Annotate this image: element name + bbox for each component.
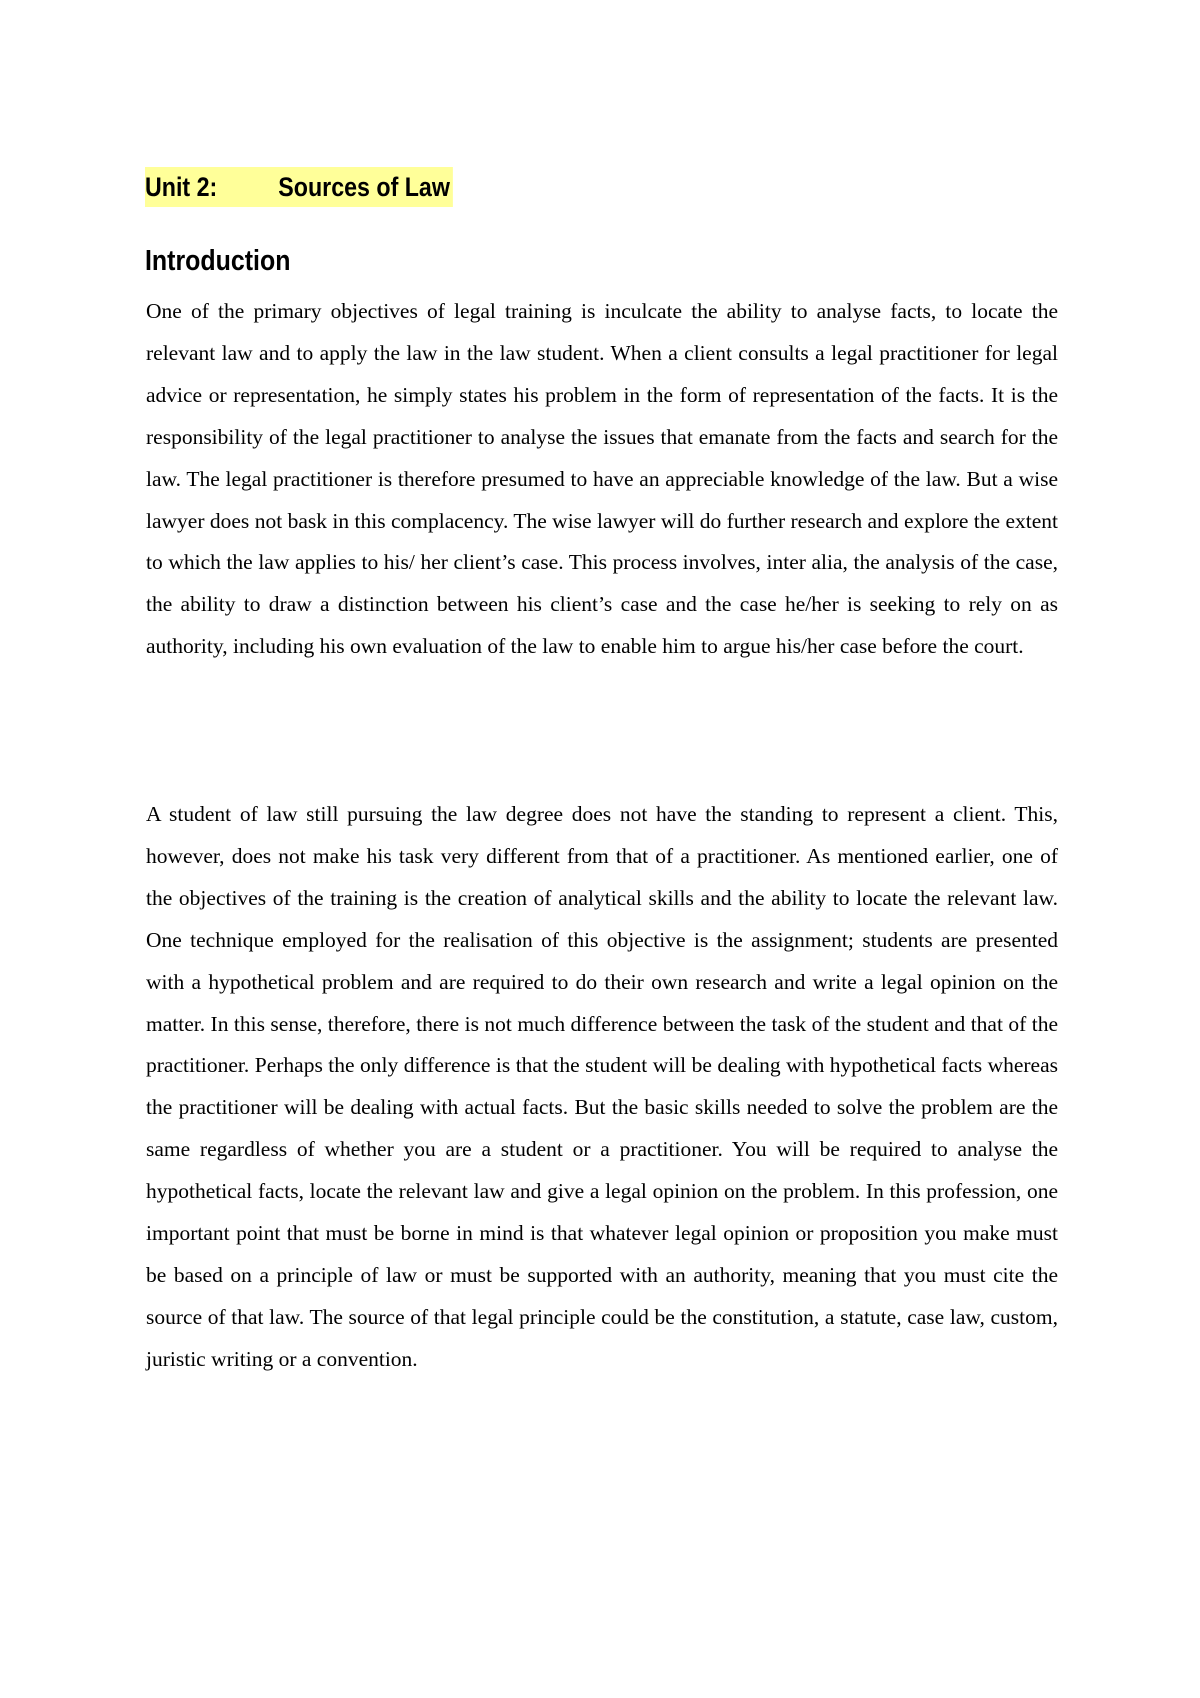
section-heading-introduction: Introduction	[145, 245, 291, 277]
body-paragraph: A student of law still pursuing the law degree does not have the standing to represent a client. This, however, does not make his task very different from that of a practitioner. As mentioned earlier, one of the objectives of the training is the creation of analytical skills and the ability to locate the relevant law. One technique employed for the realisation of this objective is the assignment; students are presented with a hypothetical problem and are required to do their own research and write a legal opinion on the matter. In this sense, therefore, there is not much difference between the task of the student and that of the practitioner. Perhaps the only difference is that the student will be dealing with hypothetical facts whereas the practitioner will be dealing with actual facts. But the basic skills needed to solve the problem are the same regardless of whether you are a student or a practitioner. You will be required to analyse the hypothetical facts, locate the relevant law and give a legal opinion on the problem. In this profession, one important point that must be borne in mind is that whatever legal opinion or proposition you make must be based on a principle of law or must be supported with an authority, meaning that you must cite the source of that law. The source of that legal principle could be the constitution, a statute, case law, custom, juristic writing or a convention.	[146, 802, 1058, 1371]
unit-label: Unit 2:	[145, 172, 218, 202]
body-paragraph: One of the primary objectives of legal training is inculcate the ability to analyse facts, to locate the relevant law and to apply the law in the law student. When a client consults a legal practitioner for legal advice or representation, he simply states his problem in the form of representation of the facts. It is the responsibility of the legal practitioner to analyse the issues that emanate from the facts and search for the law. The legal practitioner is therefore presumed to have an appreciable knowledge of the law. But a wise lawyer does not bask in this complacency. The wise lawyer will do further research and explore the extent to which the law applies to his/ her client’s case. This process involves, inter alia, the analysis of the case, the ability to draw a distinction between his client’s case and the case he/her is seeking to rely on as authority, including his own evaluation of the law to enable him to argue his/her case before the court.	[146, 299, 1058, 659]
unit-title	[145, 167, 452, 207]
unit-name: Sources of Law	[278, 172, 450, 202]
